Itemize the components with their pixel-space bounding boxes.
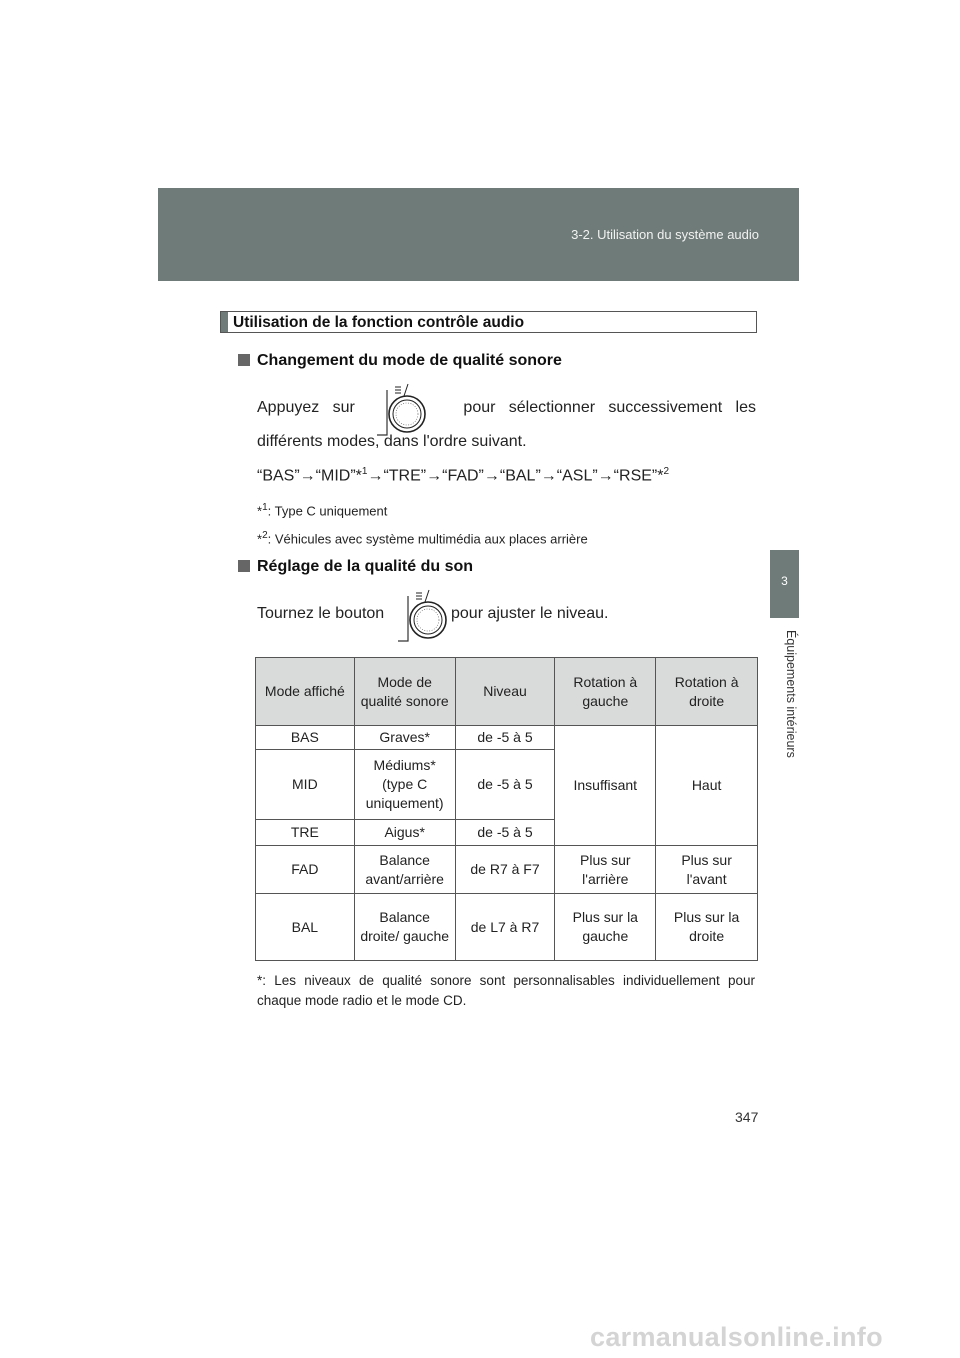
note-1: *$^1$: Type C uniquement [257, 502, 388, 519]
table-cell: TRE [256, 820, 355, 846]
section-title-bar [221, 312, 228, 332]
table-cell: Balance droite/ gauche [354, 894, 455, 961]
audio-knob-icon [372, 380, 434, 440]
table-cell: de R7 à F7 [455, 846, 555, 894]
subheading-text: Réglage de la qualité du son [257, 558, 474, 575]
table-cell: Plus sur la gauche [555, 894, 656, 961]
header-band [158, 188, 799, 281]
mode-sequence: “BAS”→“MID”*$^1$→“TRE”→“FAD”→“BAL”→“ASL”→“RSE”*$^2$ [257, 466, 670, 485]
table-header: Niveau [455, 658, 555, 726]
table-header-row [256, 658, 758, 726]
table-cell: Insuffisant [555, 726, 656, 846]
table-header: Mode affiché [256, 658, 355, 726]
page-number: 347 [735, 1109, 759, 1125]
chapter-tab [770, 550, 799, 618]
table-cell: de L7 à R7 [455, 894, 555, 961]
table-cell: BAL [256, 894, 355, 961]
section-breadcrumb: 3-2. Utilisation du système audio [571, 227, 759, 242]
table-cell: Aigus* [354, 820, 455, 846]
table-row [256, 894, 758, 961]
table-cell: de -5 à 5 [455, 820, 555, 846]
sound-settings-table [255, 657, 758, 961]
watermark: carmanualsonline.info [590, 1322, 883, 1352]
table-footnote: *: Les niveaux de qualité sonore sont personnalisables individuellement pour chaque mode radio et le mode CD. [257, 973, 755, 1008]
table-cell: Graves* [354, 726, 455, 750]
square-bullet-icon [238, 354, 250, 366]
instruction-press: Appuyez sur [257, 399, 355, 416]
section-title: Utilisation de la fonction contrôle audio [233, 314, 525, 331]
subheading-text: Changement du mode de qualité sonore [257, 352, 562, 369]
table-cell: Plus sur l'arrière [555, 846, 656, 894]
section-title-box [220, 311, 757, 333]
square-bullet-icon [238, 560, 250, 572]
table-cell: Balance avant/arrière [354, 846, 455, 894]
audio-knob-icon [393, 586, 455, 646]
table-row [256, 726, 758, 750]
table-cell: MID [256, 750, 355, 820]
table-cell: Haut [656, 726, 758, 846]
table-cell: Médiums* (type C uniquement) [354, 750, 455, 820]
table-cell: de -5 à 5 [455, 750, 555, 820]
instruction-order: différents modes, dans l'ordre suivant. [257, 433, 527, 450]
instruction-select: pour sélectionner successivement les [463, 399, 756, 416]
table-header: Rotation à droite [656, 658, 758, 726]
table-cell: de -5 à 5 [455, 726, 555, 750]
subheading-sound-quality [238, 558, 473, 576]
note-2: *$^2$: Véhicules avec système multimédia aux places arrière [257, 530, 588, 547]
instruction-adjust: pour ajuster le niveau. [451, 605, 609, 622]
table-cell: Plus sur l'avant [656, 846, 758, 894]
table-row [256, 846, 758, 894]
chapter-label: Équipements intérieurs [784, 630, 798, 758]
table-cell: BAS [256, 726, 355, 750]
table-header: Rotation à gauche [555, 658, 656, 726]
table-header: Mode de qualité sonore [354, 658, 455, 726]
instruction-turn: Tournez le bouton [257, 605, 385, 622]
table-cell: Plus sur la droite [656, 894, 758, 961]
chapter-number: 3 [781, 574, 788, 588]
table-cell: FAD [256, 846, 355, 894]
subheading-sound-mode [238, 352, 562, 370]
